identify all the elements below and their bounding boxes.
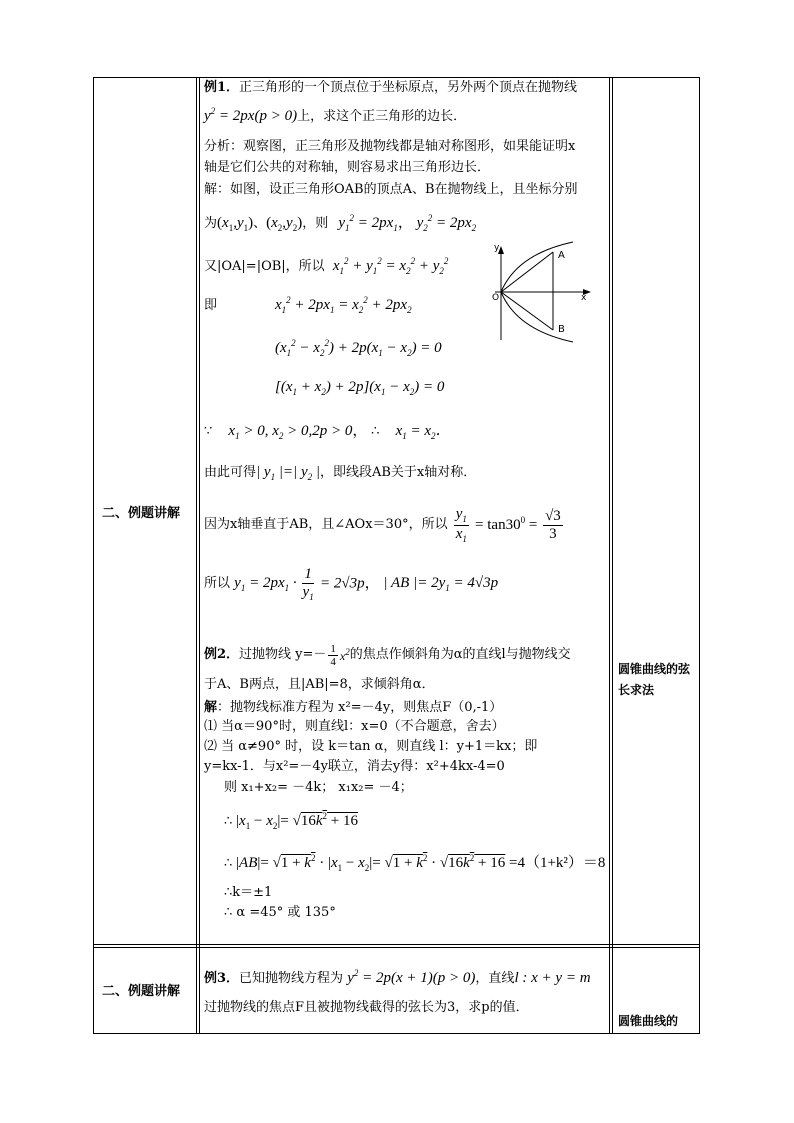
ex1-sym-pre: 由此可得 (204, 465, 257, 480)
ex1-because-line: ∵ $x_1 > 0$, $x_2 > 0,2p > 0$， ∴ $x_1 = x_2$． (204, 423, 451, 441)
ex2-vieta: 则 x₁+x₂= －4k； x₁x₂= －4； (224, 780, 413, 795)
ex3-title: 例3． (204, 971, 240, 986)
ex1-point-a: $(x_1,y_1)$ (217, 215, 254, 233)
because-symbol: ∵ (204, 424, 213, 439)
ex2-ab-eq: $|AB|= √1 + k^2 \cdot |x_1 - x_2|= √1 + k^2 \cdot √16k^2 + 16 =4(1+k^2)=8$ (232, 853, 606, 873)
ex2-case2: ⑵ 当 α≠90° 时，设 k＝tan α，则直线 l：y+1＝kx；即 (204, 739, 538, 754)
ex1-analysis-1: 分析：观察图，正三角形及抛物线都是轴对称图形，如果能证明x (204, 139, 576, 154)
fig-x-label: x (581, 293, 587, 303)
ex1-so-pre: 所以 (204, 575, 231, 591)
ex1-perp-line (204, 506, 565, 545)
row2-topic-label: 圆锥曲线的 (618, 1014, 679, 1028)
ex3-line1 (204, 968, 591, 989)
row1-topic-label: 圆锥曲线的弦长求法 (618, 662, 691, 697)
ex3-line-eq: l : x + y = m (514, 970, 591, 986)
ex1-eq-step3: $[(x_1 + x_2) + 2p](x_1 - x_2) = 0$ (275, 379, 445, 397)
ex1-question-tail: 上，求这个正三角形的边长． (297, 109, 467, 124)
ex1-x-equal: $x_1 = x_2$． (395, 423, 451, 441)
row2-section-label: 二、例题讲解 (102, 984, 181, 999)
ex1-line2 (204, 106, 466, 127)
fig-point-b: B (558, 324, 565, 335)
table-col-divider-2 (609, 77, 610, 1034)
ex1-symmetry-line (204, 463, 476, 484)
ex2-case1: ⑴ 当α＝90°时，则直线l：x=0（不合题意，舍去） (204, 719, 505, 734)
ex2-l1-post: 的焦点作倾斜角为α的直线l与抛物线交 (349, 647, 571, 663)
ex1-ab-length: | AB |= $2y_1 = 4√3p$ (383, 574, 499, 593)
ex2-sol-text: ：抛物线标准方程为 x²=－4y，则焦点F（0,-1） (217, 700, 503, 715)
ex2-ab-line: ∴ $|AB|= √1 + k^2 \cdot |x_1 - x_2|= √1 + k^2 \cdot √16k^2 + 16 =4(1+k^2)=8$ (224, 853, 606, 873)
ex1-question: 正三角形的一个顶点位于坐标原点，另外两个顶点在抛物线 (239, 80, 578, 95)
ex1-one-over-y1: $\frac{1}{y_1}$ (302, 566, 314, 602)
ex1-perp-pre: 因为x轴垂直于AB，且∠AOx＝30°，所以 (204, 516, 448, 532)
ex1-parabola-figure (487, 240, 597, 345)
ex1-solution-4: 即 (204, 298, 218, 313)
ex1-eq-b: $y_2^2 = 2px_2$ (416, 213, 477, 233)
ex3-l1-mid: ，直线 (475, 971, 515, 986)
ex2-diff-eq: $|x_1 - x_2|= √16k^2 + 16$ (232, 811, 358, 831)
fig-point-a: A (558, 250, 565, 261)
therefore-symbol: ∴ (371, 424, 380, 439)
ex1-sym-post: ，即线段AB关于x轴对称． (319, 465, 477, 480)
ex1-result-line: 所以 $y_1 = 2px_1$ · $\frac{1}{y_1}$ = 2√3p， | AB |= $2y_1 = 4√3p$ (204, 566, 499, 602)
ex2-line2: 于A、B两点，且|AB|=8，求倾斜角α． (204, 677, 435, 692)
table-col-divider-1 (196, 77, 197, 1034)
ex2-l1-pre: 过抛物线 y=－ (239, 647, 327, 663)
ex1-sol3-text: 又|OA|=|OB|，所以 (204, 259, 325, 274)
ex1-parabola-eq: $y^2 = 2px(p > 0)$ (204, 106, 298, 124)
ex1-point-b: $(x_2,y_2)$ (266, 215, 303, 233)
fig-origin-label: O (492, 293, 500, 303)
ex1-title: 例1． (204, 80, 240, 95)
ex1-sol2-sep: 、 (253, 216, 267, 231)
ex1-solution-1: 解：如图，设正三角形OAB的顶点A、B在抛物线上，且坐标分别 (204, 182, 578, 197)
ex1-sol2-then: ，则 (302, 216, 329, 231)
ex1-eq-step1: $x_1^2 + 2px_1 = x_2^2 + 2px_2$ (275, 295, 412, 315)
ex2-alpha-result: ∴ α =45° 或 135° (224, 905, 336, 920)
ex1-solution-3 (204, 256, 448, 278)
table-right-border (699, 77, 700, 1034)
row1-section-label: 二、例题讲解 (102, 506, 181, 521)
ex1-eq-step2: $(x_1^2 - x_2^2) + 2p(x_1 - x_2) = 0$ (275, 338, 442, 358)
fig-y-label: y (494, 243, 500, 253)
ex1-eq-distance: $x_1^2 + y_1^2 = x_2^2 + y_2^2$ (332, 256, 449, 276)
ex2-case2-cont: y=kx-1．与x²=－4y联立，消去y得：x²+4kx-4=0 (204, 759, 505, 774)
ex1-solution-2: 为$(x_1,y_1)$、$(x_2,y_2)$，则 $y_1^2 = 2px_1$， $y_2^2 = 2px_2$ (204, 213, 477, 233)
ex2-title: 例2． (204, 647, 240, 663)
ex3-l1-pre: 已知抛物线方程为 (239, 971, 344, 986)
ex1-tan30: = $\tan 30^0$ = (475, 515, 542, 534)
table-col-divider-2b (612, 77, 613, 1034)
table-left-border (93, 77, 94, 1034)
ex2-diff-line: ∴ $|x_1 - x_2|= √16k^2 + 16$ (224, 811, 358, 831)
ex3-parabola-eq: $y^2 = 2p(x + 1)(p > 0)$ (347, 968, 476, 986)
ex1-sol2-pre: 为 (204, 216, 218, 231)
table-col-divider-1b (199, 77, 200, 1034)
ex1-positivity: $x_1 > 0$, $x_2 > 0,2p > 0$ (228, 423, 353, 441)
ex1-root3-over-3: $\frac{√3}{3}$ (545, 508, 561, 542)
ex2-line1: 例2．过抛物线 y=－ $\frac{1}{4}$ $x^2$的焦点作倾斜角为α的直线l与抛物线交 (204, 643, 571, 669)
ex2-sol-label: 解 (204, 700, 218, 715)
ex2-k-result: ∴k＝±1 (224, 885, 273, 900)
ex1-eq-a: $y_1^2 = 2px_1$ (338, 213, 398, 233)
ex1-analysis-2: 轴是它们公共的对称轴，则容易求出三角形边长． (204, 160, 491, 175)
ex1-ratio-fraction: $\frac{y_1}{x_1}$ (455, 506, 467, 544)
ex2-solution (204, 700, 502, 717)
ex1-abs-y: | $y_1$ |=| $y_2$ | (256, 464, 320, 482)
ex3-line2: 过抛物线的焦点F且被抛物线截得的弦长为3，求p的值． (204, 1000, 529, 1015)
ex1-line1 (204, 80, 577, 97)
ex2-quarter: $\frac{1}{4}$ (330, 643, 336, 669)
